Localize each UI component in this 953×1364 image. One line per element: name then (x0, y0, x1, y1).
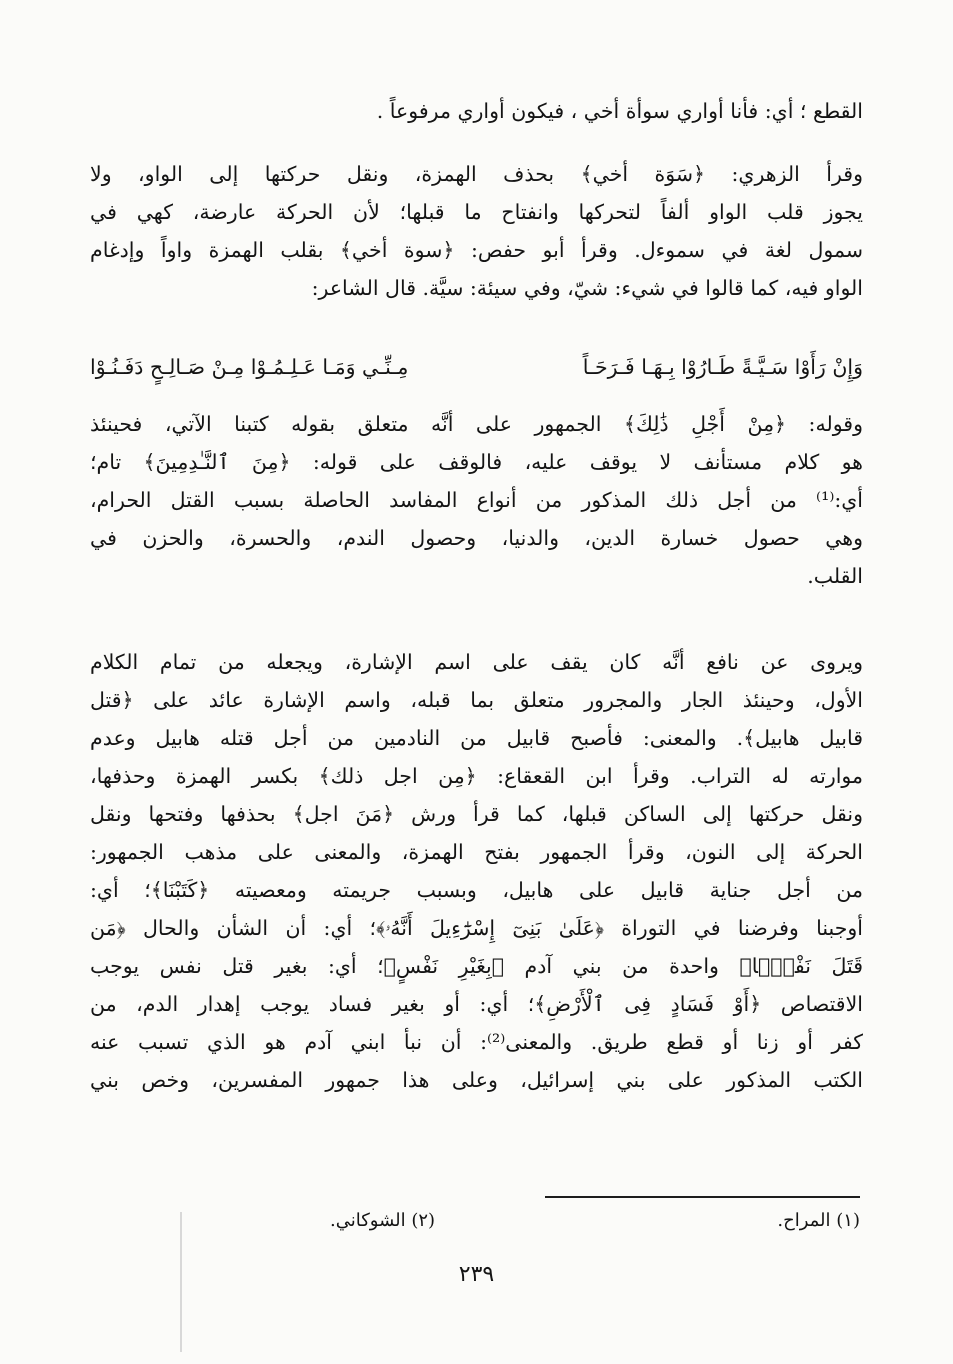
text-line: من أجل جناية قابيل على هابيل، وبسبب جريمته ومعصيته ﴿كَتَبْنَا﴾؛ أي: (90, 878, 863, 902)
text-line: القطع ؛ أي: فأنا أواري سوأة أخي ، فيكون أواري مرفوعاً . (376, 99, 863, 123)
text-line: قَتَلَ نَفْسًۢا﴾ واحدة من بني آدم ﴿بِغَيْرِ نَفْسٍ﴾؛ أي: بغير قتل نفس يوجب (90, 954, 863, 978)
opening-line (90, 92, 863, 130)
text-line: وقوله: ﴿مِنْ أَجْلِ ذَٰلِكَ﴾ الجمهور على أنَّه متعلق بقوله كتبنا الآتي، فحينئذ (90, 412, 863, 436)
footnotes (330, 1210, 860, 1231)
text-line: قابيل هابيل﴾. والمعنى: فأصبح قابيل من النادمين من أجل قتله هابيل وعدم (90, 726, 863, 750)
text-line: القلب. (807, 564, 863, 588)
verse-first-hemistich: وَإِنْ رَأَوْا سَـيَّـةً طَـارُوْا بِـهَـا فَـرَحَـاً (582, 355, 863, 379)
text-line: أي:⁽¹⁾ من أجل ذلك المذكور من أنواع المفاسد الحاصلة بسبب القتل الحرام، (90, 488, 863, 512)
text-line: كفر أو زنا أو قطع طريق. والمعنى⁽²⁾: أن نبأ ابني آدم هو الذي تسبب عنه (90, 1030, 863, 1054)
text-line: الواو فيه، كما قالوا في شيء: شيّ، وفي سيئة: سيَّة. قال الشاعر: (311, 276, 863, 300)
footnote-2: (٢) الشوكاني. (330, 1210, 436, 1231)
footnote-1: (١) المراح. (777, 1210, 860, 1231)
text-line: سمول لغة في سموءل. وقرأ أبو حفص: ﴿سوة أخي﴾ بقلب الهمزة واواً وإدغام (90, 238, 863, 262)
scan-artifact-line (180, 1212, 182, 1352)
text-line: يجوز قلب الواو ألفاً لتحركها وانفتاح ما قبلها؛ لأن الحركة عارضة، كهي في (90, 200, 863, 224)
text-line: الحركة إلى النون، وقرأ الجمهور بفتح الهمزة، والمعنى على مذهب الجمهور: (90, 840, 863, 864)
text-line: الأول، وحينئذ الجار والمجرور متعلق بما قبله، واسم الإشارة عائد على ﴿قتل (90, 688, 863, 712)
text-line: وهي حصول خسارة الدين، والدنيا، وحصول الندم، والحسرة، والحزن في (90, 526, 863, 550)
paragraph-nafi-reading (90, 643, 863, 1099)
text-line: ونقل حركتها إلى الساكن قبلها، كما قرأ ورش ﴿مَنَ اجل﴾ بحذفها وفتحها ونقل (90, 802, 863, 826)
page-number: ٢٣٩ (458, 1262, 495, 1287)
paragraph-zuhri-reading (90, 155, 863, 307)
poetry-verse (90, 347, 863, 387)
text-line: الكتب المذكور على بني إسرائيل، وعلى هذا جمهور المفسرين، وخص بني (90, 1068, 863, 1092)
text-line: أوجبنا وفرضنا في التوراة ﴿عَلَىٰ بَنِىٓ إِسْرَٰٓءِيلَ أَنَّهُۥ﴾؛ أي: أن الشأن والحال ﴿مَن (90, 916, 863, 940)
text-line: الاقتصاص ﴿أَوْ فَسَادٍ فِى ٱلْأَرْضِ﴾؛ أي: أو بغير فساد يوجب إهدار الدم، من (90, 992, 863, 1016)
verse-second-hemistich: مِـنِّـي وَمَـا عَـلِـمُـوْا مِـنْ صَـالِـحٍ دَفَـنُـوْا (90, 355, 409, 379)
text-line: وقرأ الزهري: ﴿سَوَة أخي﴾ بحذف الهمزة، ونقل حركتها إلى الواو، ولا (90, 162, 863, 186)
text-line: ويروى عن نافع أنَّه كان يقف على اسم الإشارة، ويجعله من تمام الكلام (90, 650, 863, 674)
text-line: هو كلام مستأنف لا يوقف عليه، فالوقف على قوله: ﴿مِنَ ٱلنَّـٰدِمِينَ﴾ تام؛ (90, 450, 863, 474)
text-line: موارته له التراب. وقرأ ابن القعقاع: ﴿مِن اجل ذلك﴾ بكسر الهمزة وحذفها، (90, 764, 863, 788)
paragraph-min-ajl-dhalik (90, 405, 863, 595)
footnote-separator (545, 1196, 860, 1198)
